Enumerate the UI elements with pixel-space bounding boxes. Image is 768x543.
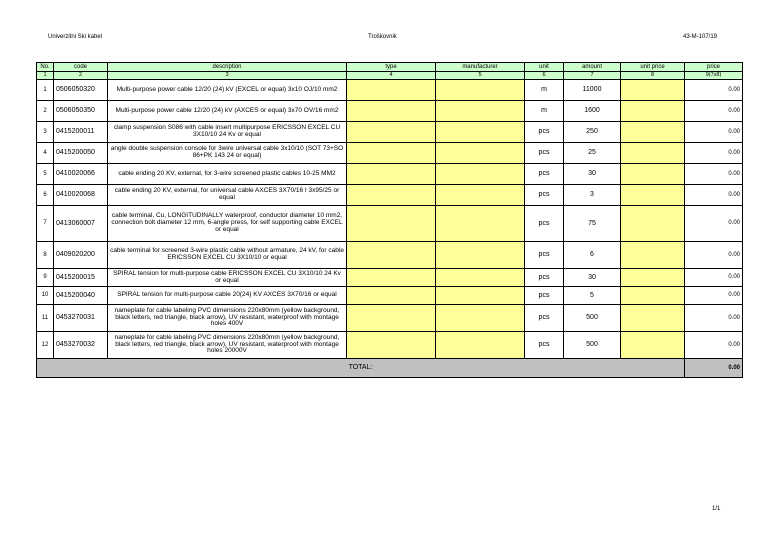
row-number: 5 [37,164,54,185]
item-code: 0413060007 [54,206,108,242]
item-type [347,242,436,269]
item-amount: 500 [564,305,621,332]
item-price: 0.00 [685,206,743,242]
total-value: 0.00 [685,359,743,378]
item-unit: pcs [525,305,564,332]
row-number: 12 [37,332,54,359]
total-row [37,359,743,378]
item-type [347,80,436,101]
item-amount: 30 [564,164,621,185]
item-unit: m [525,101,564,122]
col-index: 2 [54,72,108,80]
item-code: 0506050320 [54,80,108,101]
row-number: 4 [37,143,54,164]
item-unit: pcs [525,185,564,206]
item-type [347,185,436,206]
item-description: SPIRAL tension for multi-purpose cable 20(24) KV AXCES 3X70/16 or equal [108,287,347,305]
item-price: 0.00 [685,185,743,206]
item-code: 0415200040 [54,287,108,305]
bill-of-quantities-table [36,62,743,378]
item-type [347,287,436,305]
item-manufacturer [436,242,525,269]
item-type [347,164,436,185]
col-header-code: code [54,63,108,72]
item-unit: pcs [525,287,564,305]
row-number: 9 [37,269,54,287]
item-unit: pcs [525,332,564,359]
item-amount: 5 [564,287,621,305]
item-description: Multi-purpose power cable 12/20 (24) kV (EXCEL or equal) 3x10 OJ/10 mm2 [108,80,347,101]
item-price: 0.00 [685,80,743,101]
header-right: 43-M-107/19 [683,34,718,40]
item-price: 0.00 [685,164,743,185]
item-unit-price [621,185,685,206]
item-price: 0.00 [685,332,743,359]
item-amount: 500 [564,332,621,359]
col-index: 3 [108,72,347,80]
col-header-no: No. [37,63,54,72]
item-unit: pcs [525,143,564,164]
item-amount: 11000 [564,80,621,101]
item-description: SPIRAL tension for multi-purpose cable ERICSSON EXCEL CU 3X10/10 24 Kv or equal [108,269,347,287]
col-index: 5 [436,72,525,80]
item-unit-price [621,80,685,101]
item-amount: 3 [564,185,621,206]
item-description: nameplate for cable labeling PVC dimensions 220x80mm (yellow background, black letters, red triangle, black arrow), UV resistant, waterproof with montage holes 20000V [108,332,347,359]
item-unit-price [621,143,685,164]
table-row [37,206,743,242]
item-type [347,269,436,287]
item-unit: m [525,80,564,101]
item-description: clamp suspension S086 with cable insert multipurpose ERICSSON EXCEL CU 3X10/10 24 Kv or equal [108,122,347,143]
table-row [37,122,743,143]
item-unit-price [621,332,685,359]
item-amount: 75 [564,206,621,242]
item-type [347,143,436,164]
item-code: 0410020066 [54,164,108,185]
col-index: 7 [564,72,621,80]
col-header-amount: amount [564,63,621,72]
item-unit-price [621,101,685,122]
header-center: Troškovnik [368,34,397,40]
col-index: 4 [347,72,436,80]
item-manufacturer [436,332,525,359]
item-manufacturer [436,122,525,143]
item-code: 0415200011 [54,122,108,143]
col-header-manufacturer: manufacturer [436,63,525,72]
item-manufacturer [436,287,525,305]
item-type [347,332,436,359]
col-header-type: type [347,63,436,72]
item-unit-price [621,242,685,269]
col-header-price: price [685,63,743,72]
table-row [37,143,743,164]
item-manufacturer [436,185,525,206]
column-index-row [37,72,743,80]
col-index: 1 [37,72,54,80]
table-row [37,269,743,287]
item-manufacturer [436,143,525,164]
col-header-description: description [108,63,347,72]
item-price: 0.00 [685,101,743,122]
row-number: 8 [37,242,54,269]
item-manufacturer [436,101,525,122]
item-code: 0415200050 [54,143,108,164]
item-unit: pcs [525,206,564,242]
item-code: 0409020200 [54,242,108,269]
table-row [37,242,743,269]
table-row [37,164,743,185]
item-unit-price [621,305,685,332]
row-number: 3 [37,122,54,143]
item-description: cable ending 20 KV, external, for universal cable AXCES 3X70/16 I 3x95/25 or equal [108,185,347,206]
item-price: 0.00 [685,305,743,332]
col-header-unit: unit [525,63,564,72]
item-description: nameplate for cable labeling PVC dimensions 220x80mm (yellow background, black letters, red triangle, black arrow), UV resistant, waterproof with montage holes 400V [108,305,347,332]
item-amount: 1600 [564,101,621,122]
item-manufacturer [436,80,525,101]
item-manufacturer [436,269,525,287]
item-manufacturer [436,206,525,242]
item-unit-price [621,206,685,242]
item-type [347,206,436,242]
row-number: 1 [37,80,54,101]
item-code: 0453270032 [54,332,108,359]
item-price: 0.00 [685,242,743,269]
page-number: 1/1 [712,506,721,512]
col-index: 9(7x8) [685,72,743,80]
row-number: 6 [37,185,54,206]
item-description: cable terminal for screened 3-wire plastic cable without armature, 24 kV, for cable ERICSSON EXCEL CU 3X10/10 or equal [108,242,347,269]
item-description: angle double suspension console for 3wire universal cable 3x10/10 (SOT 73+SO 86+PK 143 24 or equal) [108,143,347,164]
item-price: 0.00 [685,143,743,164]
item-description: cable ending 20 KV, external, for 3-wire screened plastic cables 10-25 MM2 [108,164,347,185]
item-price: 0.00 [685,269,743,287]
item-unit: pcs [525,242,564,269]
item-code: 0415200015 [54,269,108,287]
col-header-unit-price: unit price [621,63,685,72]
row-number: 10 [37,287,54,305]
item-code: 0453270031 [54,305,108,332]
item-type [347,305,436,332]
table-row [37,80,743,101]
header-left: Univerzitni Ski kabel [48,34,103,40]
item-description: Multi-purpose power cable 12/20 (24) kV (AXCES or equal) 3x70 OV/16 mm2 [108,101,347,122]
item-unit-price [621,269,685,287]
item-type [347,101,436,122]
item-code: 0410020068 [54,185,108,206]
table-row [37,305,743,332]
item-unit: pcs [525,269,564,287]
row-number: 2 [37,101,54,122]
table-row [37,287,743,305]
row-number: 7 [37,206,54,242]
item-unit: pcs [525,164,564,185]
item-unit-price [621,122,685,143]
col-index: 8 [621,72,685,80]
item-amount: 25 [564,143,621,164]
item-unit-price [621,164,685,185]
item-description: cable terminal, Cu, LONGITUDINALLY waterproof, conductor diameter 10 mm2, connection bolt diameter 12 mm, 6-angle press, for self supporting cable EXCEL or equal [108,206,347,242]
item-type [347,122,436,143]
item-code: 0506050350 [54,101,108,122]
table-row [37,332,743,359]
item-manufacturer [436,305,525,332]
table-row [37,185,743,206]
item-manufacturer [436,164,525,185]
item-unit: pcs [525,122,564,143]
item-amount: 30 [564,269,621,287]
item-price: 0.00 [685,122,743,143]
item-amount: 250 [564,122,621,143]
col-index: 6 [525,72,564,80]
total-label: TOTAL: [37,359,685,378]
table-row [37,101,743,122]
row-number: 11 [37,305,54,332]
item-unit-price [621,287,685,305]
table-header-row [37,63,743,72]
item-price: 0.00 [685,287,743,305]
item-amount: 6 [564,242,621,269]
